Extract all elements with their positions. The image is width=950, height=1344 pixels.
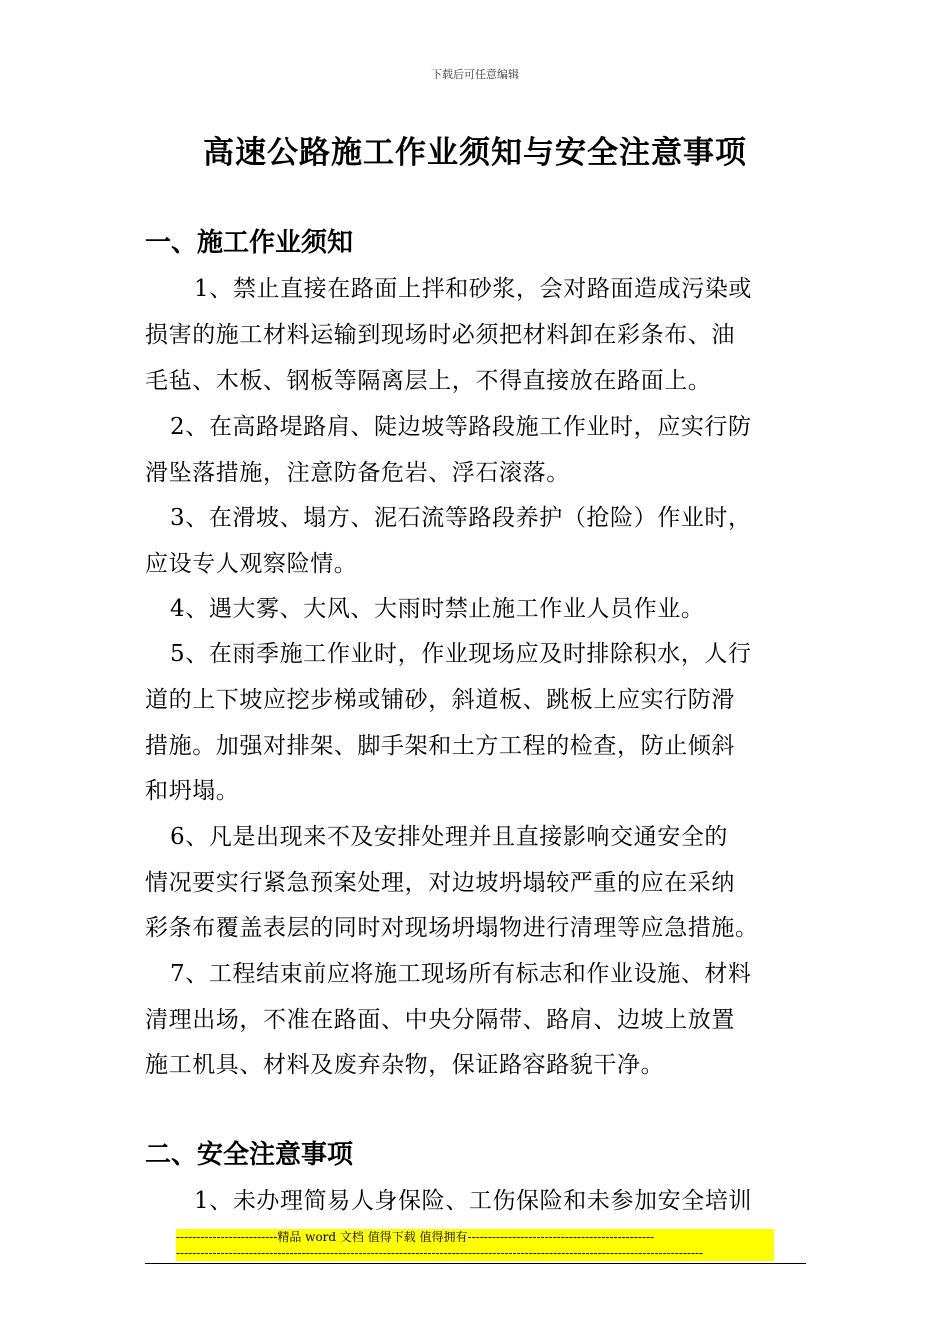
- paragraph-line: 情况要实行紧急预案处理，对边坡坍塌较严重的应在采纳: [145, 870, 735, 896]
- section-heading-1: 一、施工作业须知: [145, 228, 354, 258]
- paragraph-line: 应设专人观察险情。: [145, 551, 358, 577]
- paragraph-line: 损害的施工材料运输到现场时必须把材料卸在彩条布、油: [145, 322, 735, 348]
- paragraph-line: 7、工程结束前应将施工现场所有标志和作业设施、材料: [170, 961, 752, 987]
- section-heading-2: 二、安全注意事项: [145, 1140, 354, 1170]
- paragraph-line: 和坍塌。: [145, 778, 240, 804]
- footer-divider: [145, 1263, 806, 1264]
- paragraph-line: 5、在雨季施工作业时，作业现场应及时排除积水，人行: [170, 641, 752, 667]
- paragraph-line: 3、在滑坡、塌方、泥石流等路段养护（抢险）作业时，: [170, 505, 752, 531]
- paragraph-line: 1、未办理简易人身保险、工伤保险和未参加安全培训: [194, 1188, 753, 1214]
- paragraph-line: 施工机具、材料及废弃杂物，保证路容路貌干净。: [145, 1052, 665, 1078]
- document-title: 高速公路施工作业须知与安全注意事项: [203, 135, 747, 171]
- paragraph-line: 2、在高路堤路肩、陡边坡等路段施工作业时，应实行防: [170, 414, 752, 440]
- paragraph-line: 6、凡是出现来不及安排处理并且直接影响交通安全的: [170, 824, 729, 850]
- paragraph-line: 1、禁止直接在路面上拌和砂浆，会对路面造成污染或: [194, 276, 753, 302]
- paragraph-line: 毛毡、木板、钢板等隔离层上，不得直接放在路面上。: [145, 368, 712, 394]
- footer-dashes: ----------------------------------------------------------------------------------------------------------------------------------: [176, 1245, 774, 1261]
- footer-banner: -------------------------精品 word 文档 值得下载 值得拥有----------------------------------------------: [176, 1229, 774, 1245]
- paragraph-line: 措施。加强对排架、脚手架和土方工程的检查，防止倾斜: [145, 733, 735, 759]
- paragraph-line: 彩条布覆盖表层的同时对现场坍塌物进行清理等应急措施。: [145, 915, 759, 941]
- paragraph-line: 道的上下坡应挖步梯或铺砂，斜道板、跳板上应实行防滑: [145, 687, 735, 713]
- paragraph-line: 清理出场，不准在路面、中央分隔带、路肩、边坡上放置: [145, 1007, 735, 1033]
- header-note: 下载后可任意编辑: [431, 68, 519, 81]
- paragraph-line: 滑坠落措施，注意防备危岩、浮石滚落。: [145, 460, 570, 486]
- paragraph-line: 4、遇大雾、大风、大雨时禁止施工作业人员作业。: [170, 596, 705, 622]
